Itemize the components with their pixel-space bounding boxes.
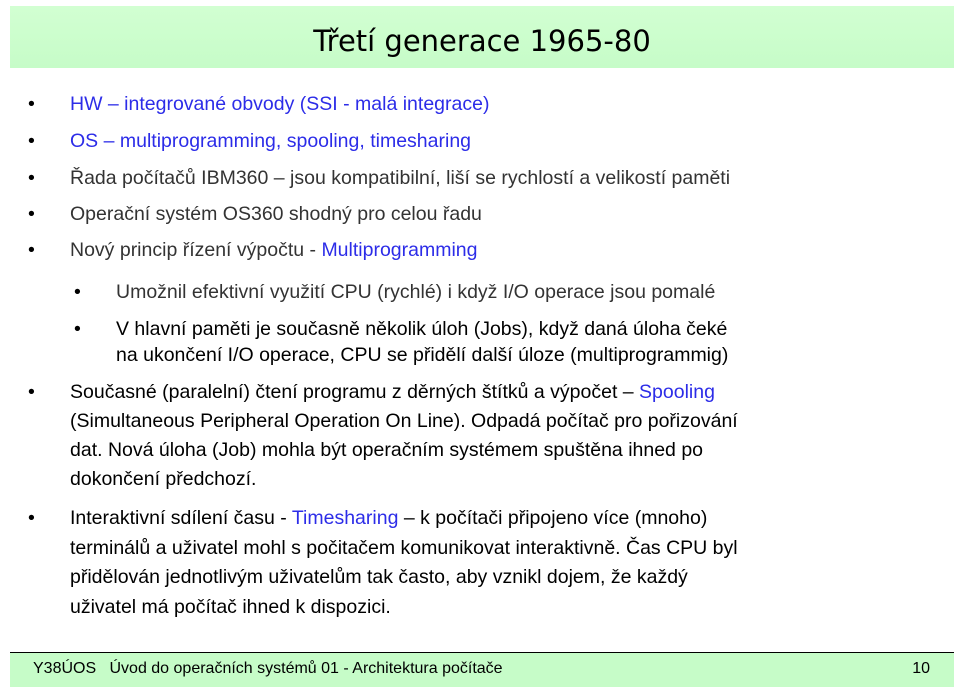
sub-bullet-dot: • [74,281,81,303]
bullet-timesharing-line-1 [70,503,707,533]
bullet-hw: HW – integrované obvody (SSI - malá integrace) [70,93,490,115]
bullet-dot: • [28,239,35,261]
sub-bullet-memory-line-1: V hlavní paměti je současně několik úloh (Jobs), když daná úloha čeké [116,318,728,340]
bullet-text: Nový princip řízení výpočtu - [70,239,322,261]
bullet-timesharing-line-3: přidělován jednotlivým uživatelům tak často, aby vznikl dojem, že každý [70,566,688,588]
bullet-ibm360: Řada počítačů IBM360 – jsou kompatibilní, liší se rychlostí a velikostí paměti [70,167,731,189]
term-spooling: Spooling [639,381,715,403]
slide-title: Třetí generace 1965-80 [313,24,651,58]
bullet-dot: • [28,130,35,152]
bullet-dot: • [28,93,35,115]
page-number: 10 [912,660,930,677]
bullet-spooling-line-1 [70,377,715,407]
bullet-timesharing-line-4: uživatel má počítač ihned k dispozici. [70,596,391,618]
bullet-text: Interaktivní sdílení času - [70,507,292,529]
course-code: Y38ÚOS [33,660,97,677]
bullet-dot: • [28,381,35,403]
bullet-dot: • [28,167,35,189]
course-subtitle: Úvod do operačních systémů 01 - Architektura počítače [109,660,503,677]
bullet-dot: • [28,203,35,225]
bullet-os360: Operační systém OS360 shodný pro celou řadu [70,203,482,225]
bullet-text: Současné (paralelní) čtení programu z děrných štítků a výpočet – [70,381,640,403]
sub-bullet-memory-line-2: na ukončení I/O operace, CPU se přidělí další úloze (multiprogrammig) [116,344,729,366]
term-timesharing: Timesharing [291,507,399,529]
bullet-timesharing-line-2: terminálů a uživatel mohl s počitačem komunikovat interaktivně. Čas CPU byl [70,537,738,559]
bullet-multiprog [70,235,478,265]
bullet-os: OS – multiprogramming, spooling, timesharing [70,130,472,152]
sub-bullet-dot: • [74,318,81,340]
bullet-dot: • [28,507,35,529]
sub-bullet-cpu: Umožnil efektivní využití CPU (rychlé) i když I/O operace jsou pomalé [116,281,716,303]
bullet-spooling-line-2: (Simultaneous Peripheral Operation On Line). Odpadá počítač pro pořizování [70,410,738,432]
title-banner [10,6,954,68]
term-multiprogramming: Multiprogramming [321,239,478,261]
bullet-spooling-line-4: dokončení předchozí. [70,468,257,490]
footer-bar [10,652,954,687]
footer-text [33,660,503,678]
bullet-text: – k počítači připojeno více (mnoho) [398,507,708,529]
bullet-spooling-line-3: dat. Nová úloha (Job) mohla být operačním systémem spuštěna ihned po [70,439,704,461]
